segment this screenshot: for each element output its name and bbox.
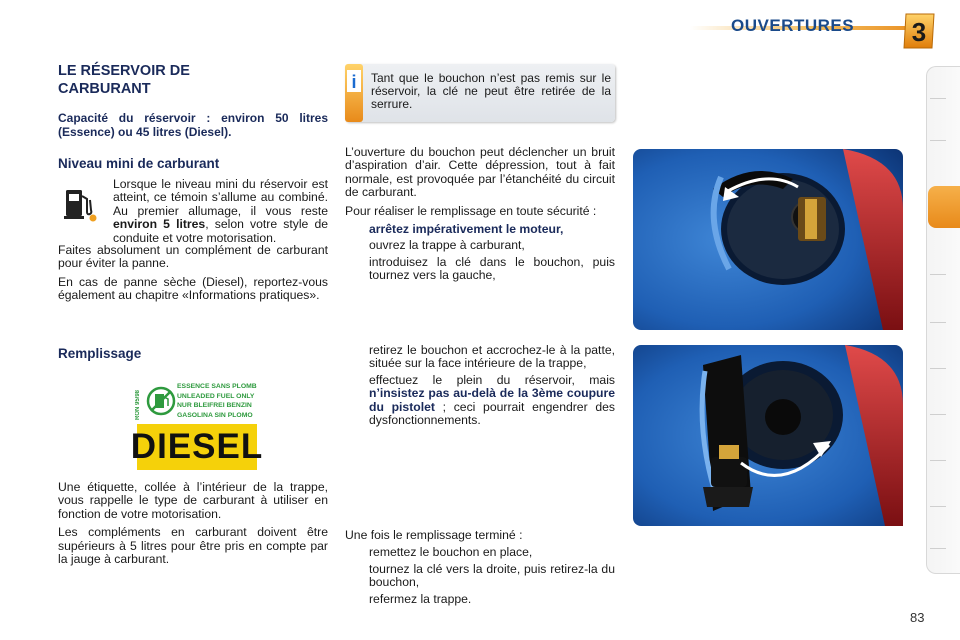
label-line: ESSENCE SANS PLOMB <box>177 383 257 390</box>
label-line: GASOLINA SIN PLOMO <box>177 411 253 419</box>
remplissage-paragraph-2: Les compléments en carburant doivent être supérieurs à 5 litres pour être pris en compte par la jauge à carburant. <box>58 525 328 567</box>
tab-divider <box>930 140 946 141</box>
middle-column <box>345 146 615 286</box>
tab-divider <box>930 98 946 99</box>
left-column <box>58 62 328 170</box>
remplissage-text <box>58 481 328 571</box>
niveau-remaining-volume: environ 5 litres <box>113 217 206 232</box>
unleaded-fuel-label <box>135 380 261 422</box>
niveau-flow <box>58 178 328 232</box>
niveau-paragraph-1c: , selon votre style de conduite et votre motorisation. <box>113 217 329 245</box>
closing-step-text: remettez le bouchon en place, <box>369 545 533 560</box>
safety-step-text: ouvrez la trappe à carburant, <box>369 238 525 253</box>
niveau-paragraph-2: Faites absolument un complément de carburant pour éviter la panne. <box>58 243 328 271</box>
closing-step <box>345 593 615 606</box>
middle-paragraph-1: L’ouverture du bouchon peut déclencher un bruit d’aspiration d’air. Cette dépression, tout à fait normale, est provoquée par l’étanchéité du circuit de carburant. <box>345 145 615 200</box>
safety-steps-list <box>345 223 615 283</box>
filling-step-text: effectuez le plein du réservoir, mais <box>369 372 615 387</box>
info-icon <box>345 64 363 122</box>
diesel-label <box>130 424 264 470</box>
fuel-pump-icon <box>147 386 175 416</box>
tab-divider <box>930 368 946 369</box>
filling-step-warning: n’insistez pas au-delà de la 3ème coupure du pistolet <box>369 386 615 414</box>
label-ron: RON 95/98 <box>135 389 141 420</box>
diesel-label-text: DIESEL <box>130 427 264 466</box>
closing-step <box>345 546 615 559</box>
closing-step <box>345 563 615 590</box>
niveau-paragraph-1a: Lorsque le niveau mini du réservoir est atteint, ce témoin s’allume au combiné. Au premier allumage, il vous reste <box>113 177 328 218</box>
fuel-cap-removed-photo <box>633 345 903 526</box>
tab-divider <box>930 548 946 549</box>
label-lines <box>177 382 257 420</box>
remplissage-paragraph-1: Une étiquette, collée à l’intérieur de la trappe, vous rappelle le type de carburant à utiliser en fonction de votre motorisation. <box>58 480 328 521</box>
niveau-heading: Niveau mini de carburant <box>58 156 220 171</box>
info-glyph: i <box>351 72 357 92</box>
niveau-continued <box>58 232 328 308</box>
chapter-tab-rail <box>926 66 960 574</box>
closing-step-text: tournez la clé vers la droite, puis retirez-la du bouchon, <box>369 561 615 590</box>
filling-step <box>345 344 615 371</box>
chapter-number: 3 <box>911 17 927 47</box>
remplissage-heading: Remplissage <box>58 346 142 361</box>
filling-step-text: retirez le bouchon et accrochez-le à la patte, située sur la face intérieure de la trappe, <box>369 343 615 371</box>
info-text: Tant que le bouchon n’est pas remis sur le réservoir, la clé ne peut être retirée de la serrure. <box>371 71 611 111</box>
tab-divider <box>930 414 946 415</box>
filling-steps-list <box>345 344 615 427</box>
label-line: NUR BLEIFREI BENZIN <box>177 402 252 409</box>
section-title: LE RÉSERVOIR DE CARBURANT <box>58 63 190 97</box>
tank-capacity: Capacité du réservoir : environ 50 litres (Essence) ou 45 litres (Diesel). <box>58 111 328 139</box>
middle-column-steps-b <box>345 344 615 430</box>
label-line: UNLEADED FUEL ONLY <box>177 392 255 400</box>
middle-paragraph-2: Pour réaliser le remplissage en toute sécurité : <box>345 203 597 218</box>
chapter-title: OUVERTURES <box>731 16 855 35</box>
safety-step <box>345 239 615 252</box>
closing-steps-list <box>345 546 615 606</box>
fuel-cap-key-photo <box>633 149 903 330</box>
tab-divider <box>930 322 946 323</box>
safety-step <box>345 256 615 283</box>
safety-step <box>345 223 615 236</box>
filling-step-text: ; ceci pourrait engendrer des dysfonctionnements. <box>369 399 615 428</box>
filling-step <box>345 374 615 428</box>
safety-step-text: introduisez la clé dans le bouchon, puis tournez vers la gauche, <box>369 254 615 283</box>
tab-divider <box>930 460 946 461</box>
chapter-number-badge <box>902 12 936 50</box>
niveau-paragraph-3: En cas de panne sèche (Diesel), reportez-vous également au chapitre «Informations pratiques». <box>58 274 328 303</box>
page-number: 83 <box>910 610 925 625</box>
tab-divider <box>930 274 946 275</box>
end-intro: Une fois le remplissage terminé : <box>345 528 523 542</box>
tab-divider <box>930 506 946 507</box>
chapter-tab-active <box>928 186 960 228</box>
middle-column-end <box>345 529 615 609</box>
safety-step-text: arrêtez impérativement le moteur, <box>369 222 564 237</box>
closing-step-text: refermez la trappe. <box>369 591 472 606</box>
